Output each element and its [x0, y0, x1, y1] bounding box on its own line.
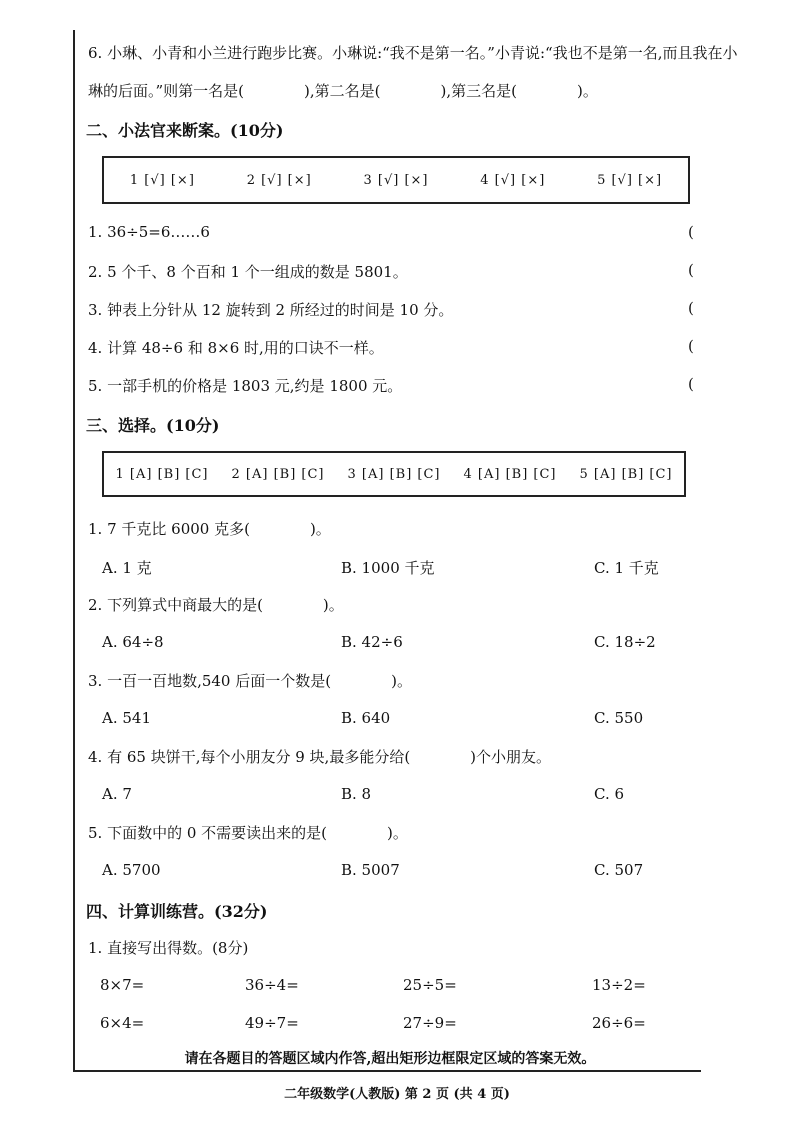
section4-title: 四、计算训练营。(32分) [86, 902, 268, 921]
mc-q2-option-a: A. 64÷8 [102, 633, 164, 651]
q6-line2: 琳的后面。”则第一名是( ),第二名是( ),第三名是( )。 [88, 82, 598, 100]
calc-r1-c1: 8×7= [100, 976, 145, 994]
tf-answer-4[interactable]: 4 [√] [×] [480, 172, 546, 188]
mc-question-2: 2. 下列算式中商最大的是( )。 [88, 596, 344, 614]
mc-answer-4[interactable]: 4 [A] [B] [C] [463, 466, 557, 482]
mc-answer-2[interactable]: 2 [A] [B] [C] [231, 466, 325, 482]
mc-q2-option-b: B. 42÷6 [341, 633, 403, 651]
section3-title: 三、选择。(10分) [86, 416, 220, 435]
q6-line1: 6. 小琳、小青和小兰进行跑步比赛。小琳说:“我不是第一名。”小青说:“我也不是第一名,而且我在小 [88, 44, 738, 62]
mc-answer-1[interactable]: 1 [A] [B] [C] [115, 466, 209, 482]
mc-q1-option-c: C. 1 千克 [594, 559, 659, 577]
tf-paren-4: ( [688, 337, 694, 355]
calc-r2-c2: 49÷7= [245, 1014, 299, 1032]
calc-r1-c3: 25÷5= [403, 976, 457, 994]
mc-question-5: 5. 下面数中的 0 不需要读出来的是( )。 [88, 824, 408, 842]
answer-area-notice: 请在各题目的答题区域内作答,超出矩形边框限定区域的答案无效。 [184, 1051, 596, 1067]
tf-item-5: 5. 一部手机的价格是 1803 元,约是 1800 元。 [88, 377, 403, 395]
tf-answer-2[interactable]: 2 [√] [×] [246, 172, 312, 188]
tf-answer-1[interactable]: 1 [√] [×] [129, 172, 195, 188]
tf-paren-5: ( [688, 375, 694, 393]
section2-answer-box [102, 156, 690, 204]
mc-answer-5[interactable]: 5 [A] [B] [C] [579, 466, 673, 482]
section3-answer-box [102, 451, 686, 497]
tf-item-1: 1. 36÷5=6……6 [88, 223, 210, 241]
mc-q1-option-a: A. 1 克 [102, 559, 152, 577]
calc-r1-c4: 13÷2= [592, 976, 646, 994]
tf-item-4: 4. 计算 48÷6 和 8×6 时,用的口诀不一样。 [88, 339, 384, 357]
mc-q5-option-c: C. 507 [594, 861, 644, 879]
tf-item-3: 3. 钟表上分针从 12 旋转到 2 所经过的时间是 10 分。 [88, 301, 454, 319]
tf-answer-3[interactable]: 3 [√] [×] [363, 172, 429, 188]
calc-r1-c2: 36÷4= [245, 976, 299, 994]
tf-paren-1: ( [688, 223, 694, 241]
calc-r2-c4: 26÷6= [592, 1014, 646, 1032]
tf-item-2: 2. 5 个千、8 个百和 1 个一组成的数是 5801。 [88, 263, 408, 281]
section2-title: 二、小法官来断案。(10分) [86, 121, 284, 140]
section4-sub1: 1. 直接写出得数。(8分) [88, 939, 249, 957]
mc-question-3: 3. 一百一百地数,540 后面一个数是( )。 [88, 672, 412, 690]
mc-q2-option-c: C. 18÷2 [594, 633, 656, 651]
mc-q4-option-a: A. 7 [102, 785, 132, 803]
mc-q4-option-b: B. 8 [341, 785, 372, 803]
mc-answer-3[interactable]: 3 [A] [B] [C] [347, 466, 441, 482]
tf-paren-2: ( [688, 261, 694, 279]
mc-q1-option-b: B. 1000 千克 [341, 559, 435, 577]
mc-q5-option-a: A. 5700 [102, 861, 161, 879]
mc-q3-option-b: B. 640 [341, 709, 391, 727]
mc-question-1: 1. 7 千克比 6000 克多( )。 [88, 520, 331, 538]
tf-answer-5[interactable]: 5 [√] [×] [597, 172, 663, 188]
mc-q3-option-c: C. 550 [594, 709, 644, 727]
tf-paren-3: ( [688, 299, 694, 317]
mc-q5-option-b: B. 5007 [341, 861, 400, 879]
calc-r2-c1: 6×4= [100, 1014, 145, 1032]
page-footer: 二年级数学(人教版) 第 2 页 (共 4 页) [284, 1087, 510, 1102]
mc-q3-option-a: A. 541 [102, 709, 151, 727]
mc-q4-option-c: C. 6 [594, 785, 625, 803]
calc-r2-c3: 27÷9= [403, 1014, 457, 1032]
mc-question-4: 4. 有 65 块饼干,每个小朋友分 9 块,最多能分给( )个小朋友。 [88, 748, 552, 766]
